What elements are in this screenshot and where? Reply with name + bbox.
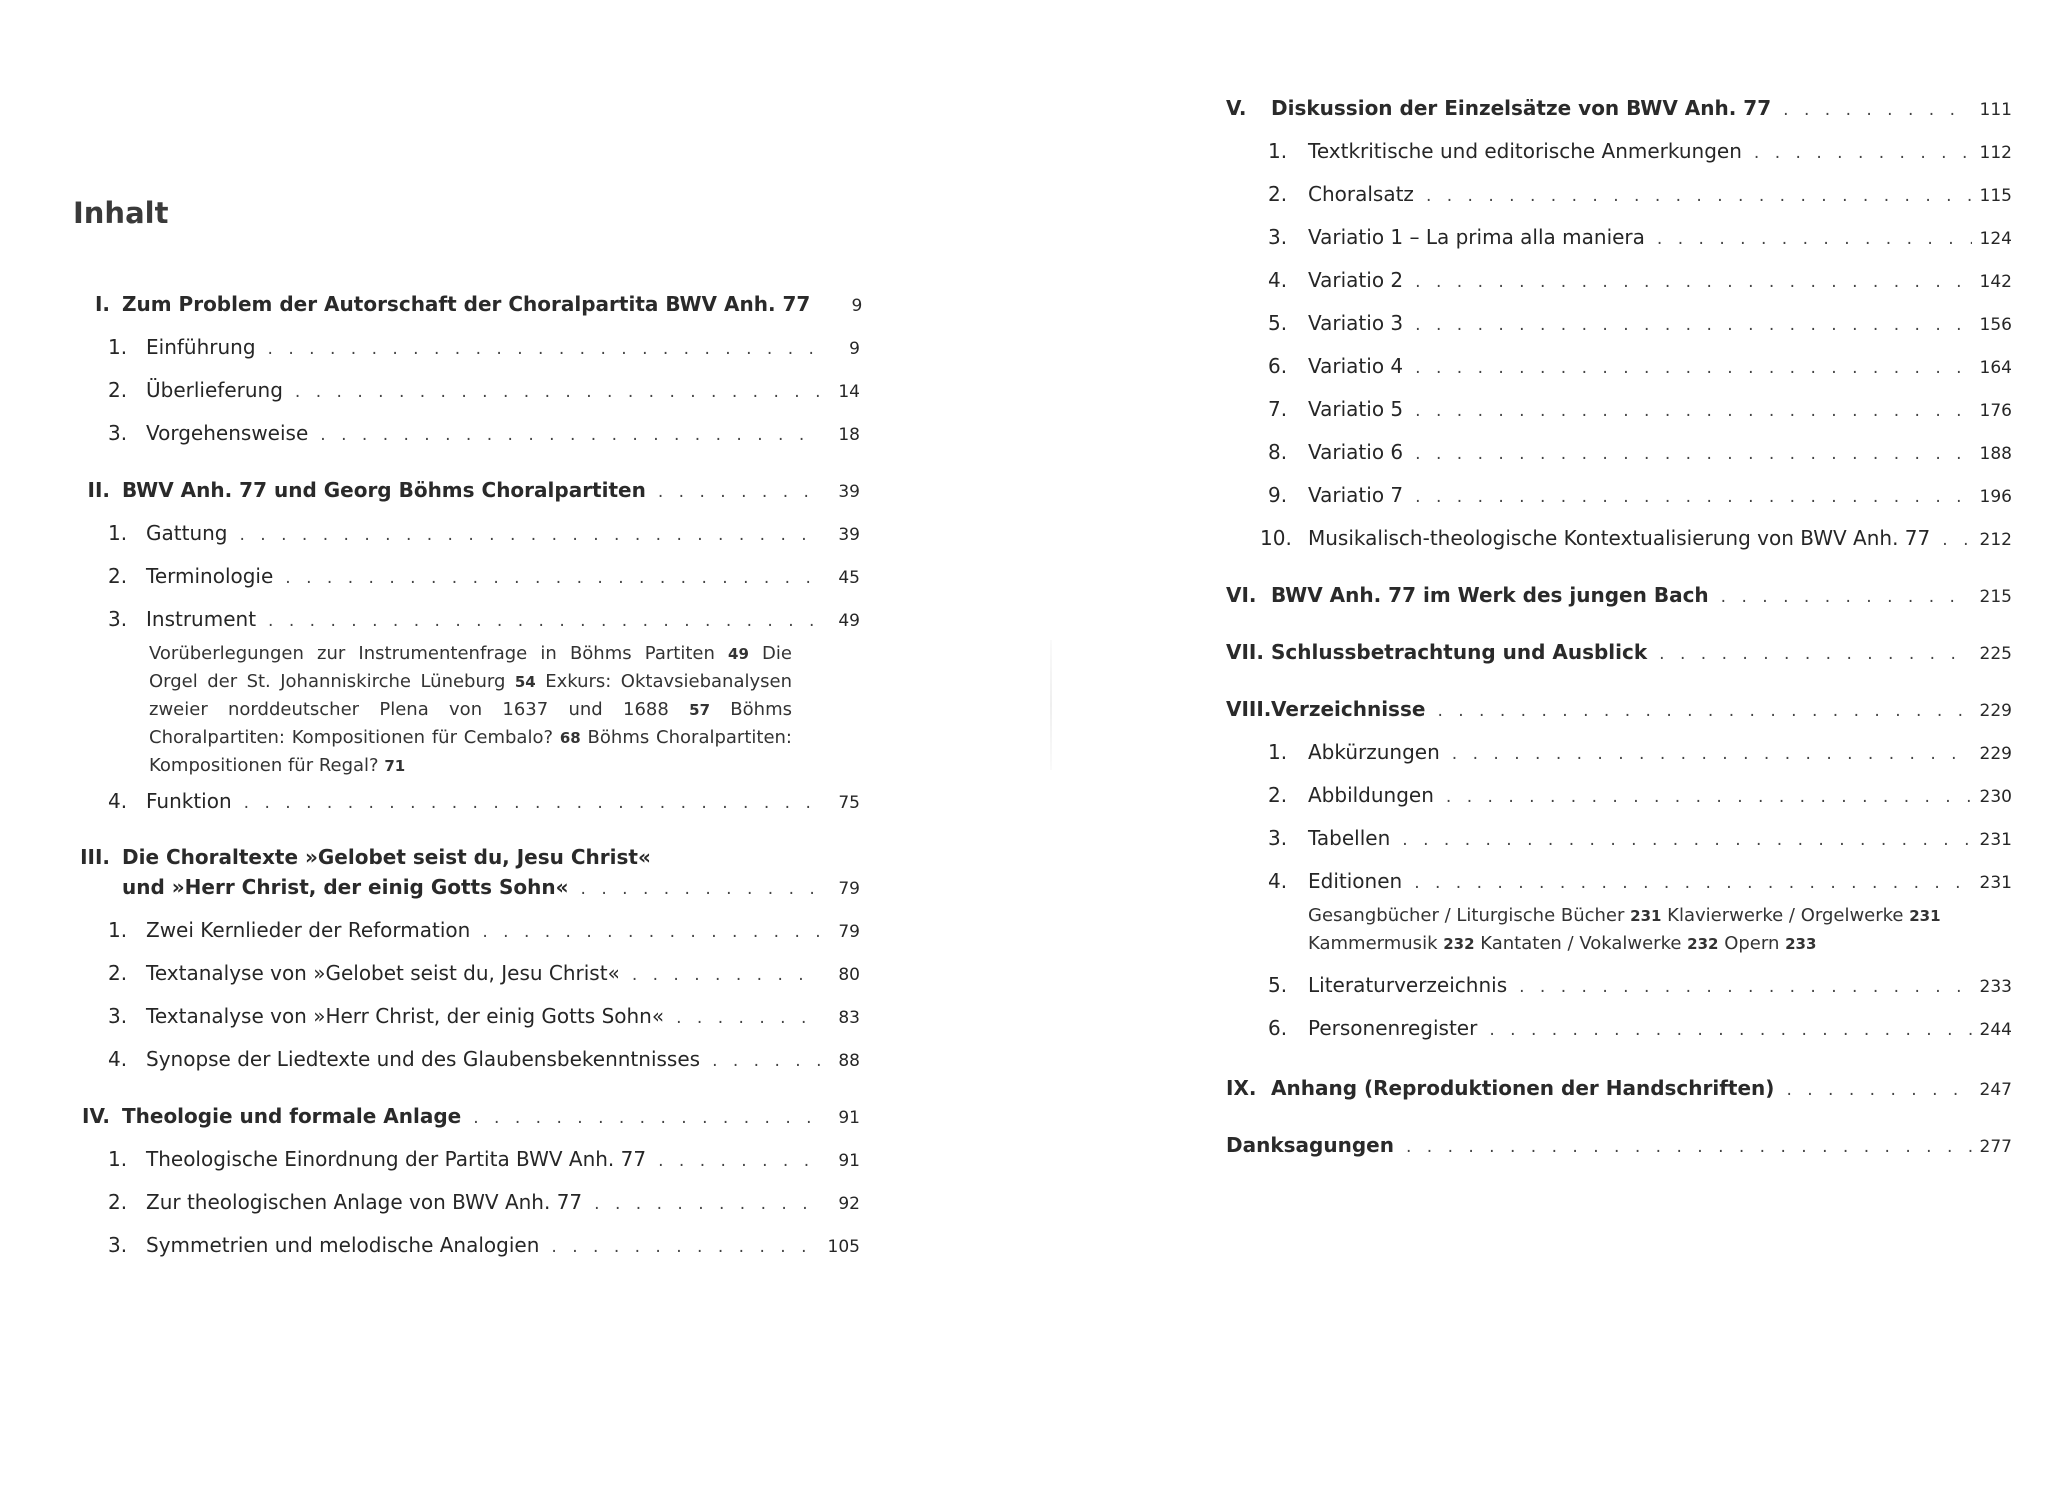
chapter-title-line2: und »Herr Christ, der einig Gotts Sohn« <box>122 875 569 899</box>
toc-section-8-2[interactable] <box>1268 782 2012 810</box>
dot-leader <box>1406 1134 1972 1160</box>
page-number: 9 <box>849 339 860 359</box>
dot-leader <box>1402 827 1972 853</box>
detail-text: Exkurs: Oktavsiebanalysen zweier norddeutscher Plena von 1637 und 1688 <box>149 671 792 720</box>
toc-section-1-3[interactable] <box>108 420 860 448</box>
dot-leader <box>1437 698 1972 724</box>
section-title: Variatio 7 <box>1308 483 1404 507</box>
dot-leader <box>1426 183 1972 209</box>
page-number: 79 <box>838 922 860 942</box>
toc-section-5-1[interactable] <box>1268 138 2012 166</box>
dot-leader <box>712 1048 820 1074</box>
section-number: 3. <box>108 1233 128 1257</box>
toc-chapter-1[interactable] <box>72 291 863 319</box>
section-title: Terminologie <box>146 564 274 588</box>
chapter-number: VII. <box>1226 640 1264 664</box>
toc-section-5-3[interactable] <box>1268 224 2012 252</box>
section-title: Editionen <box>1308 869 1403 893</box>
section-title: Zwei Kernlieder der Reformation <box>146 918 471 942</box>
page-number: 142 <box>1979 272 2012 292</box>
page-number: 49 <box>838 611 860 631</box>
section-number: 2. <box>1268 783 1288 807</box>
section-title: Zur theologischen Anlage von BWV Anh. 77 <box>146 1190 583 1214</box>
page-number: 196 <box>1979 487 2012 507</box>
section-number: 1. <box>108 1147 128 1171</box>
page-number: 164 <box>1979 358 2012 378</box>
toc-section-5-8[interactable] <box>1268 439 2012 467</box>
section-number: 5. <box>1268 973 1288 997</box>
section-number: 1. <box>1268 740 1288 764</box>
section-number: 4. <box>108 1047 128 1071</box>
page-number: 244 <box>1979 1020 2012 1040</box>
section-title: Variatio 3 <box>1308 311 1404 335</box>
dot-leader <box>1446 784 1972 810</box>
toc-section-2-4[interactable] <box>108 788 860 816</box>
toc-section-3-1[interactable] <box>108 917 860 945</box>
detail-page: 57 <box>689 701 711 719</box>
page-number: 176 <box>1979 401 2012 421</box>
detail-page: 233 <box>1785 935 1817 953</box>
page-number: 91 <box>838 1108 860 1128</box>
toc-section-5-7[interactable] <box>1268 396 2012 424</box>
section-title: Instrument <box>146 607 257 631</box>
dot-leader <box>285 565 820 591</box>
page-number: 215 <box>1979 587 2012 607</box>
detail-page: 49 <box>728 645 749 663</box>
section-number: 1. <box>1268 139 1288 163</box>
section-title: Variatio 4 <box>1308 354 1404 378</box>
section-number: 2. <box>108 961 128 985</box>
section-number: 1. <box>108 918 128 942</box>
toc-section-8-5[interactable] <box>1268 972 2012 1000</box>
section-number: 1. <box>108 521 128 545</box>
dot-leader <box>473 1105 820 1131</box>
dot-leader <box>1659 641 1972 667</box>
dot-leader <box>320 422 820 448</box>
chapter-number: III. <box>80 845 110 869</box>
section-number: 9. <box>1268 483 1288 507</box>
page-number: 105 <box>827 1237 860 1257</box>
chapter-title: Anhang (Reproduktionen der Handschriften) <box>1271 1076 1775 1100</box>
detail-text: Böhms Choralpartiten: Kompositionen für Cembalo? <box>149 699 792 748</box>
section-title: Choralsatz <box>1308 182 1414 206</box>
section-number: 10. <box>1260 526 1292 550</box>
chapter-number: V. <box>1226 96 1247 120</box>
page-number: 88 <box>838 1051 860 1071</box>
toc-chapter-2[interactable] <box>72 477 860 505</box>
detail-text: Opern <box>1718 933 1786 954</box>
page-number: 188 <box>1979 444 2012 464</box>
dot-leader <box>658 1148 820 1174</box>
page-number: 112 <box>1979 143 2012 163</box>
dot-leader <box>1415 484 1972 510</box>
dot-leader <box>1415 312 1972 338</box>
subsection-detail-editionen <box>1308 902 1978 958</box>
toc-section-4-1[interactable] <box>108 1146 860 1174</box>
page-number: 230 <box>1979 787 2012 807</box>
page-number: 115 <box>1979 186 2012 206</box>
detail-page: 71 <box>384 757 406 775</box>
chapter-number: I. <box>94 292 110 316</box>
section-title: Überlieferung <box>146 378 283 402</box>
toc-chapter-7[interactable] <box>1226 639 2012 667</box>
page-number: 229 <box>1979 701 2012 721</box>
toc-chapter-5[interactable] <box>1226 95 2012 123</box>
toc-section-3-4[interactable] <box>108 1046 860 1074</box>
section-title: Literaturverzeichnis <box>1308 973 1508 997</box>
chapter-number: IX. <box>1226 1076 1257 1100</box>
page-number: 80 <box>838 965 860 985</box>
page-number: 39 <box>838 525 860 545</box>
dot-leader <box>295 379 820 405</box>
page-number: 111 <box>1979 100 2012 120</box>
toc-section-5-9[interactable] <box>1268 482 2012 510</box>
toc-section-5-10[interactable] <box>1260 525 2012 553</box>
toc-section-5-5[interactable] <box>1268 310 2012 338</box>
chapter-number: VI. <box>1226 583 1257 607</box>
page-number: 233 <box>1979 977 2012 997</box>
page-number: 9 <box>851 296 863 316</box>
page-number: 91 <box>838 1151 860 1171</box>
dot-leader <box>268 336 820 362</box>
toc-section-8-6[interactable] <box>1268 1015 2012 1043</box>
toc-chapter-9[interactable] <box>1226 1075 2012 1103</box>
chapter-title-line1: Die Choraltexte »Gelobet seist du, Jesu Christ« <box>122 845 651 869</box>
toc-section-5-2[interactable] <box>1268 181 2012 209</box>
detail-page: 232 <box>1687 935 1719 953</box>
page-number: 229 <box>1979 744 2012 764</box>
toc-section-1-1[interactable] <box>108 334 860 362</box>
section-title: Theologische Einordnung der Partita BWV Anh. 77 <box>146 1147 647 1171</box>
dot-leader <box>1519 974 1972 1000</box>
toc-chapter-4[interactable] <box>72 1103 860 1131</box>
toc-section-2-3[interactable] <box>108 606 860 634</box>
dot-leader <box>581 876 820 902</box>
section-number: 3. <box>108 421 128 445</box>
page-number: 212 <box>1979 530 2012 550</box>
section-number: 2. <box>1268 182 1288 206</box>
section-number: 3. <box>108 607 128 631</box>
chapter-title: BWV Anh. 77 im Werk des jungen Bach <box>1271 583 1709 607</box>
page-number: 231 <box>1979 873 2012 893</box>
section-number: 2. <box>108 564 128 588</box>
detail-text: Vorüberlegungen zur Instrumentenfrage in Böhms Partiten <box>149 643 729 664</box>
toc-section-2-2[interactable] <box>108 563 860 591</box>
toc-section-8-4[interactable] <box>1268 868 2012 896</box>
toc-section-8-1[interactable] <box>1268 739 2012 767</box>
page-number: 18 <box>838 425 860 445</box>
dot-leader <box>1415 441 1972 467</box>
dot-leader <box>676 1005 820 1031</box>
dot-leader <box>1657 226 1972 252</box>
toc-section-5-4[interactable] <box>1268 267 2012 295</box>
toc-section-8-3[interactable] <box>1268 825 2012 853</box>
chapter-title: Theologie und formale Anlage <box>122 1104 462 1128</box>
dot-leader <box>1786 1077 1972 1103</box>
chapter-number: II. <box>87 478 110 502</box>
section-number: 6. <box>1268 1016 1288 1040</box>
chapter-title: Zum Problem der Autorschaft der Choralpartita BWV Anh. 77 <box>122 292 811 316</box>
page-number: 277 <box>1979 1137 2012 1157</box>
toc-chapter-3[interactable] <box>72 874 860 902</box>
section-number: 4. <box>1268 869 1288 893</box>
page-number: 247 <box>1979 1080 2012 1100</box>
detail-text: Klavierwerke / Orgelwerke <box>1661 905 1910 926</box>
dot-leader <box>632 962 820 988</box>
section-number: 6. <box>1268 354 1288 378</box>
toc-section-4-3[interactable] <box>108 1232 860 1260</box>
dot-leader <box>239 522 820 548</box>
section-title: Musikalisch-theologische Kontextualisierung von BWV Anh. 77 <box>1308 526 1931 550</box>
dot-leader <box>1783 97 1972 123</box>
page-number: 124 <box>1979 229 2012 249</box>
dot-leader <box>551 1234 820 1260</box>
toc-acknowledgements[interactable] <box>1226 1132 2012 1160</box>
chapter-title: BWV Anh. 77 und Georg Böhms Choralpartiten <box>122 478 646 502</box>
section-title: Personenregister <box>1308 1016 1478 1040</box>
section-title: Funktion <box>146 789 232 813</box>
page-number: 156 <box>1979 315 2012 335</box>
detail-page: 68 <box>559 729 581 747</box>
detail-page: 54 <box>514 673 536 691</box>
section-title: Einführung <box>146 335 256 359</box>
section-title: Textanalyse von »Gelobet seist du, Jesu Christ« <box>146 961 620 985</box>
dot-leader <box>1415 269 1972 295</box>
toc-section-5-6[interactable] <box>1268 353 2012 381</box>
chapter-number: VIII. <box>1226 697 1272 721</box>
section-title: Abbildungen <box>1308 783 1434 807</box>
section-number: 3. <box>1268 225 1288 249</box>
detail-page: 231 <box>1909 907 1941 925</box>
dot-leader <box>268 608 820 634</box>
dot-leader <box>658 479 820 505</box>
chapter-title: Diskussion der Einzelsätze von BWV Anh. 77 <box>1271 96 1772 120</box>
toc-section-4-2[interactable] <box>108 1189 860 1217</box>
toc-section-3-3[interactable] <box>108 1003 860 1031</box>
page-number: 45 <box>838 568 860 588</box>
toc-chapter-6[interactable] <box>1226 582 2012 610</box>
chapter-title: Verzeichnisse <box>1271 697 1426 721</box>
dot-leader <box>1415 355 1972 381</box>
detail-page: 232 <box>1443 935 1475 953</box>
section-number: 3. <box>108 1004 128 1028</box>
detail-text: Kantaten / Vokalwerke <box>1474 933 1688 954</box>
section-number: 7. <box>1268 397 1288 421</box>
page-number: 75 <box>838 793 860 813</box>
dot-leader <box>1754 140 1972 166</box>
section-number: 2. <box>108 1190 128 1214</box>
section-title: Variatio 2 <box>1308 268 1404 292</box>
toc-section-2-1[interactable] <box>108 520 860 548</box>
dot-leader <box>1489 1017 1972 1043</box>
page-number: 225 <box>1979 644 2012 664</box>
document-title: Inhalt <box>73 196 169 230</box>
section-title: Abkürzungen <box>1308 740 1440 764</box>
section-number: 2. <box>108 378 128 402</box>
toc-chapter-3-line1[interactable] <box>72 842 860 872</box>
page-number: 231 <box>1979 830 2012 850</box>
chapter-title: Danksagungen <box>1226 1133 1394 1157</box>
section-number: 5. <box>1268 311 1288 335</box>
page-number: 83 <box>838 1008 860 1028</box>
dot-leader <box>1721 584 1972 610</box>
detail-text: Kammermusik <box>1308 933 1444 954</box>
section-title: Textkritische und editorische Anmerkungen <box>1308 139 1742 163</box>
section-title: Tabellen <box>1308 826 1391 850</box>
section-title: Textanalyse von »Herr Christ, der einig Gotts Sohn« <box>146 1004 665 1028</box>
section-number: 8. <box>1268 440 1288 464</box>
section-title: Vorgehensweise <box>146 421 309 445</box>
dot-leader <box>1415 398 1972 424</box>
detail-page: 231 <box>1630 907 1662 925</box>
page-number: 92 <box>838 1194 860 1214</box>
section-title: Variatio 5 <box>1308 397 1404 421</box>
section-title: Gattung <box>146 521 228 545</box>
page-number: 79 <box>838 879 860 899</box>
toc-section-3-2[interactable] <box>108 960 860 988</box>
detail-text: Böhms Choralpartiten: Kompositionen für Regal? <box>149 727 792 776</box>
section-number: 4. <box>108 789 128 813</box>
page-number: 39 <box>838 482 860 502</box>
dot-leader <box>594 1191 820 1217</box>
chapter-number: IV. <box>82 1104 110 1128</box>
toc-section-1-2[interactable] <box>108 377 860 405</box>
detail-text: Gesangbücher / Liturgische Bücher <box>1308 905 1631 926</box>
dot-leader <box>482 919 820 945</box>
dot-leader <box>244 790 820 816</box>
toc-chapter-8[interactable] <box>1226 696 2012 724</box>
section-title: Symmetrien und melodische Analogien <box>146 1233 540 1257</box>
detail-text: Die Orgel der St. Johanniskirche Lüneburg <box>149 643 792 692</box>
section-number: 3. <box>1268 826 1288 850</box>
chapter-title: Schlussbetrachtung und Ausblick <box>1271 640 1648 664</box>
section-title: Synopse der Liedtexte und des Glaubensbekenntnisses <box>146 1047 701 1071</box>
section-title: Variatio 1 – La prima alla maniera <box>1308 225 1645 249</box>
section-number: 1. <box>108 335 128 359</box>
subsection-detail-instrument <box>149 640 792 780</box>
page-number: 14 <box>838 382 860 402</box>
dot-leader <box>1452 741 1972 767</box>
section-number: 4. <box>1268 268 1288 292</box>
dot-leader <box>1414 870 1972 896</box>
dot-leader <box>1942 527 1972 553</box>
section-title: Variatio 6 <box>1308 440 1404 464</box>
